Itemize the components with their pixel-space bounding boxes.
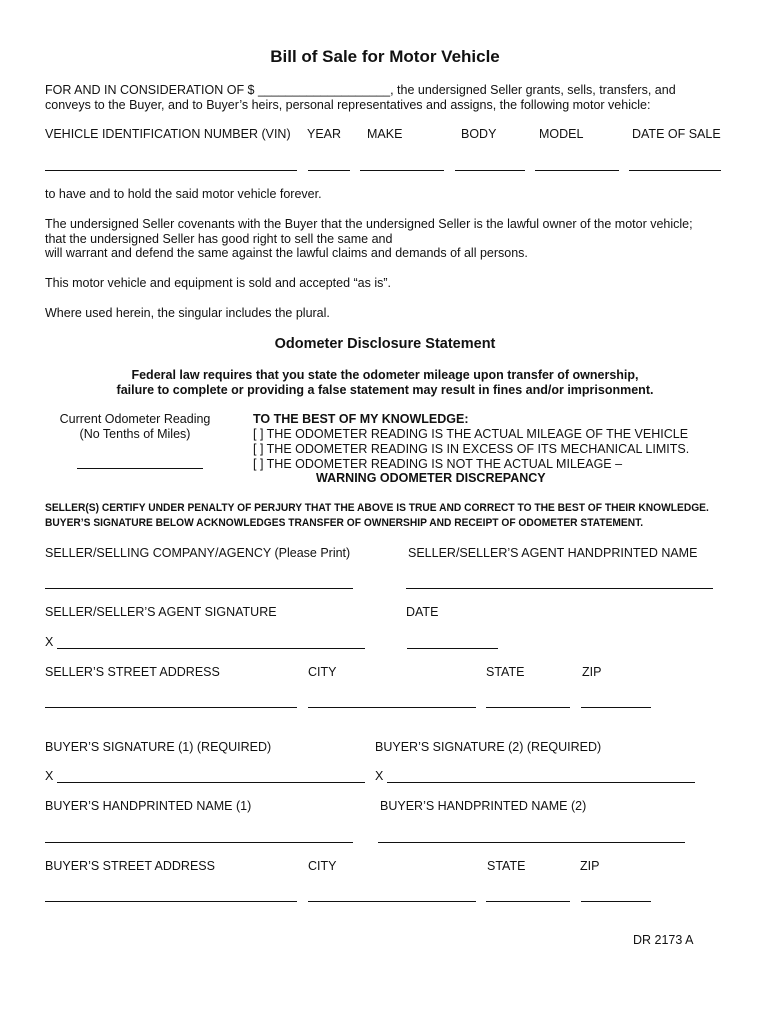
buyer-signature-1-label: BUYER’S SIGNATURE (1) (REQUIRED) xyxy=(45,740,272,754)
buyer-city-field[interactable] xyxy=(308,901,476,902)
consideration-line-1: FOR AND IN CONSIDERATION OF $ ___________________, the undersigned Seller grants, sells, transfers, and xyxy=(45,83,676,97)
federal-law-line-1: Federal law requires that you state the odometer mileage upon transfer of ownership, xyxy=(131,368,639,382)
warning-discrepancy: WARNING ODOMETER DISCREPANCY xyxy=(316,471,546,485)
make-field[interactable] xyxy=(360,170,444,171)
seller-signature-field[interactable] xyxy=(57,648,365,649)
buyer-street-field[interactable] xyxy=(45,901,297,902)
buyer-name-1-field[interactable] xyxy=(45,842,353,843)
seller-signature-x: X xyxy=(45,635,54,649)
seller-certify-text: SELLER(S) CERTIFY UNDER PENALTY OF PERJURY THAT THE ABOVE IS TRUE AND CORRECT TO THE BEST OF THEIR KNOWLEDGE. xyxy=(45,502,709,514)
buyer-signature-2-label: BUYER’S SIGNATURE (2) (REQUIRED) xyxy=(375,740,602,754)
seller-date-label: DATE xyxy=(406,605,439,619)
seller-zip-label: ZIP xyxy=(582,665,602,679)
date-of-sale-field[interactable] xyxy=(629,170,721,171)
seller-state-field[interactable] xyxy=(486,707,570,708)
model-field[interactable] xyxy=(535,170,619,171)
seller-agent-name-label: SELLER/SELLER’S AGENT HANDPRINTED NAME xyxy=(408,546,698,560)
form-number: DR 2173 A xyxy=(633,933,694,947)
vin-label: VEHICLE IDENTIFICATION NUMBER (VIN) xyxy=(45,127,291,141)
odometer-reading-label: Current Odometer Reading xyxy=(59,412,211,426)
seller-state-label: STATE xyxy=(486,665,525,679)
page-title: Bill of Sale for Motor Vehicle xyxy=(270,47,500,66)
buyer-signature-1-x: X xyxy=(45,769,54,783)
buyer-signature-1-field[interactable] xyxy=(57,782,365,783)
seller-date-field[interactable] xyxy=(407,648,498,649)
model-label: MODEL xyxy=(539,127,584,141)
buyer-signature-2-x: X xyxy=(375,769,384,783)
seller-city-field[interactable] xyxy=(308,707,476,708)
seller-agent-signature-label: SELLER/SELLER’S AGENT SIGNATURE xyxy=(45,605,277,619)
buyer-name-1-label: BUYER’S HANDPRINTED NAME (1) xyxy=(45,799,252,813)
buyer-city-label: CITY xyxy=(308,859,337,873)
consideration-line-2: conveys to the Buyer, and to Buyer’s heirs, personal representatives and assigns, the following motor vehicle: xyxy=(45,98,651,112)
odometer-heading: Odometer Disclosure Statement xyxy=(274,336,496,352)
seller-street-field[interactable] xyxy=(45,707,297,708)
plural-text: Where used herein, the singular includes the plural. xyxy=(45,306,330,320)
body-label: BODY xyxy=(461,127,497,141)
covenant-line-1: The undersigned Seller covenants with the Buyer that the undersigned Seller is the lawful owner of the motor vehicle; xyxy=(45,217,693,231)
buyer-acknowledge-text: BUYER’S SIGNATURE BELOW ACKNOWLEDGES TRANSFER OF OWNERSHIP AND RECEIPT OF ODOMETER STATEMENT. xyxy=(45,517,644,529)
federal-law-line-2: failure to complete or providing a false statement may result in fines and/or imprisonment. xyxy=(116,383,654,397)
buyer-state-field[interactable] xyxy=(486,901,570,902)
hold-text: to have and to hold the said motor vehicle forever. xyxy=(45,187,322,201)
seller-zip-field[interactable] xyxy=(581,707,651,708)
odometer-reading-field[interactable] xyxy=(77,468,203,469)
buyer-signature-2-field[interactable] xyxy=(387,782,695,783)
no-tenths-label: (No Tenths of Miles) xyxy=(79,427,191,441)
buyer-name-2-field[interactable] xyxy=(378,842,685,843)
odometer-option-excess[interactable]: [ ] THE ODOMETER READING IS IN EXCESS OF ITS MECHANICAL LIMITS. xyxy=(253,442,690,456)
make-label: MAKE xyxy=(367,127,403,141)
odometer-option-actual[interactable]: [ ] THE ODOMETER READING IS THE ACTUAL MILEAGE OF THE VEHICLE xyxy=(253,427,689,441)
covenant-line-2: that the undersigned Seller has good right to sell the same and xyxy=(45,232,393,246)
seller-city-label: CITY xyxy=(308,665,337,679)
year-label: YEAR xyxy=(307,127,342,141)
seller-company-label: SELLER/SELLING COMPANY/AGENCY (Please Print) xyxy=(45,546,351,560)
seller-company-field[interactable] xyxy=(45,588,353,589)
covenant-line-3: will warrant and defend the same against the lawful claims and demands of all persons. xyxy=(45,246,528,260)
vin-field[interactable] xyxy=(45,170,297,171)
odometer-option-not-actual[interactable]: [ ] THE ODOMETER READING IS NOT THE ACTUAL MILEAGE – xyxy=(253,457,623,471)
buyer-street-label: BUYER’S STREET ADDRESS xyxy=(45,859,215,873)
buyer-zip-label: ZIP xyxy=(580,859,600,873)
date-of-sale-label: DATE OF SALE xyxy=(632,127,721,141)
knowledge-heading: TO THE BEST OF MY KNOWLEDGE: xyxy=(253,412,469,426)
body-field[interactable] xyxy=(455,170,525,171)
seller-agent-name-field[interactable] xyxy=(406,588,713,589)
seller-street-label: SELLER’S STREET ADDRESS xyxy=(45,665,220,679)
year-field[interactable] xyxy=(308,170,350,171)
buyer-state-label: STATE xyxy=(487,859,526,873)
buyer-zip-field[interactable] xyxy=(581,901,651,902)
buyer-name-2-label: BUYER’S HANDPRINTED NAME (2) xyxy=(380,799,587,813)
as-is-text: This motor vehicle and equipment is sold and accepted “as is”. xyxy=(45,276,392,290)
